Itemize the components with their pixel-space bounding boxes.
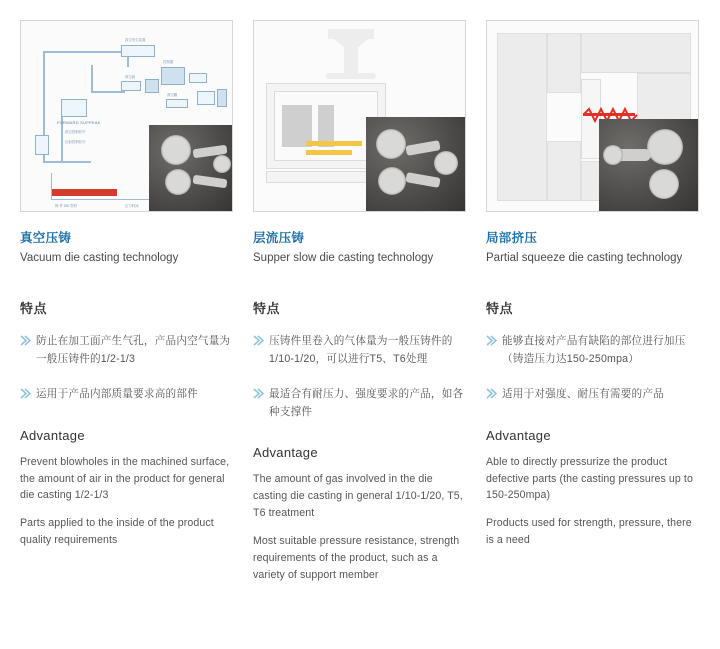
advantage-title-3: Advantage — [486, 427, 551, 443]
list-item — [486, 333, 699, 368]
column-super-slow — [253, 20, 466, 584]
feature-text: 适用于对强度、耐压有需要的产品 — [502, 388, 664, 401]
casting-photo — [366, 117, 466, 212]
title-en-vacuum: Vacuum die casting technology — [20, 252, 179, 265]
chevron-right-icon — [253, 333, 269, 368]
diagram-label-vacuum-signal: 真空控制信号 — [65, 130, 86, 134]
section-title-features-2: 特点 — [253, 301, 281, 317]
advantage-title-2: Advantage — [253, 445, 318, 461]
diagram-label-casting: 铸 件 250 型材 — [55, 204, 78, 208]
title-en-super-slow: Supper slow die casting technology — [253, 252, 434, 265]
feature-text: 最适合有耐压力、强度要求的产品，如各种支撑件 — [269, 388, 464, 418]
diagram-label-controller: 控制器 — [163, 60, 174, 64]
title-cn-partial-squeeze: 局部挤压 — [486, 231, 538, 245]
feature-list-2 — [253, 333, 466, 421]
diagram-label-vacuum-tank: 真空罐 — [167, 93, 178, 97]
partial-squeeze-die-casting-diagram — [486, 20, 699, 212]
feature-list-3 — [486, 333, 699, 403]
chevron-right-icon — [20, 333, 36, 368]
advantage-paragraph: Able to directly pressurize the product defective parts (the casting pressures up to 150-250mpa) — [486, 455, 693, 502]
advantage-paragraph: Products used for strength, pressure, there is a need — [486, 517, 692, 547]
vacuum-die-casting-diagram — [20, 20, 233, 212]
advantage-paragraph: Prevent blowholes in the machined surface, the amount of air in the product for general die casting 1/2-1/3 — [20, 455, 230, 502]
advantage-paragraph: Most suitable pressure resistance, strength requirements of the product, such as a variety of support member — [253, 534, 460, 581]
casting-photo — [149, 125, 233, 212]
super-slow-die-casting-diagram — [253, 20, 466, 212]
list-item — [253, 386, 466, 421]
title-cn-vacuum: 真空压铸 — [20, 231, 72, 245]
feature-list-1 — [20, 333, 233, 403]
list-item — [20, 386, 233, 403]
diagram-label-injection-signal: 压射控制信号 — [65, 140, 86, 144]
chevron-right-icon — [20, 386, 36, 403]
feature-text: 防止在加工面产生气孔，产品内空气量为一般压铸件的1/2-1/3 — [36, 335, 231, 365]
diagram-label-vacuum-device: 真空发生装置 — [125, 38, 146, 42]
advantage-paragraph: The amount of gas involved in the die casting die casting in general 1/10-1/20, T5, T6 treatment — [253, 473, 463, 519]
diagram-label-vacuum-valve: 真空阀 — [125, 75, 136, 79]
list-item — [486, 386, 699, 403]
casting-photo — [599, 119, 699, 212]
advantage-title-1: Advantage — [20, 427, 85, 443]
title-cn-super-slow: 层流压铸 — [253, 231, 305, 245]
chevron-right-icon — [253, 386, 269, 421]
section-title-features-3: 特点 — [486, 301, 514, 317]
list-item — [253, 333, 466, 368]
title-en-partial-squeeze: Partial squeeze die casting technology — [486, 252, 683, 265]
feature-text: 运用于产品内部质量要求高的部件 — [36, 388, 198, 401]
feature-text: 压铸件里卷入的气体量为一般压铸件的1/10-1/20，可以进行T5、T6处理 — [269, 335, 453, 365]
column-partial-squeeze — [486, 20, 699, 584]
advantage-paragraph: Parts applied to the inside of the product quality requirements — [20, 517, 214, 547]
feature-text: 能够直接对产品有缺陷的部位进行加压（铸造压力达150-250mpa） — [502, 335, 686, 365]
section-title-features-1: 特点 — [20, 301, 48, 317]
list-item — [20, 333, 233, 368]
chevron-right-icon — [486, 386, 502, 403]
column-vacuum — [20, 20, 233, 584]
chevron-right-icon — [486, 333, 502, 368]
diagram-label-axis: 压力时间 — [125, 204, 139, 208]
diagram-label-forward-suppeak: FORWARD SUPPEAK — [57, 120, 101, 125]
